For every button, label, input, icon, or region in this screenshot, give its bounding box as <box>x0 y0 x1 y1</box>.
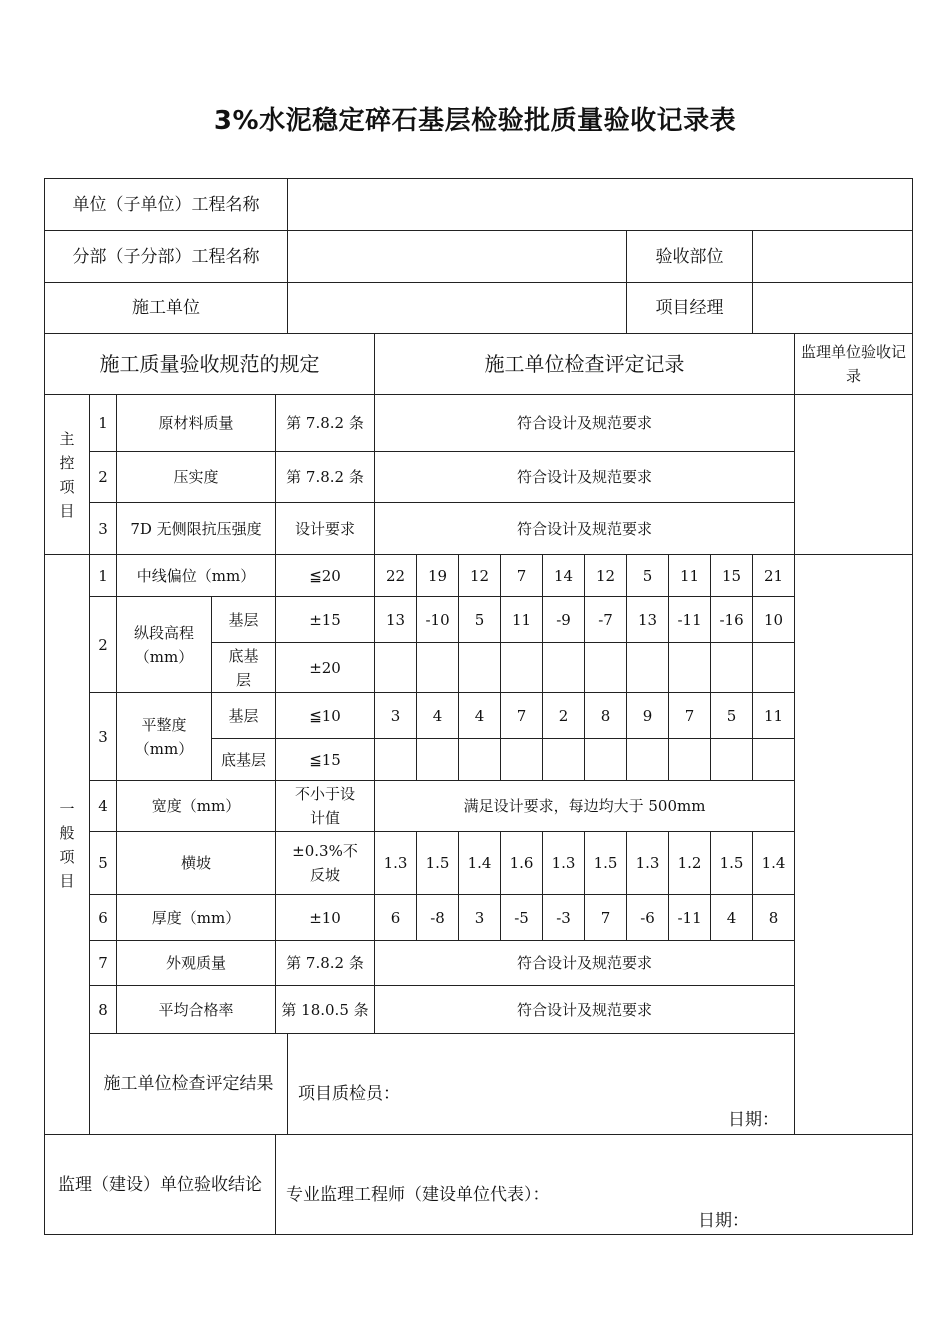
item-result: 符合设计及规范要求 <box>375 395 795 452</box>
measured-value: -11 <box>669 597 711 643</box>
measured-value: 1.3 <box>543 832 585 895</box>
measured-value-empty[interactable] <box>585 739 627 781</box>
measured-value: 4 <box>711 895 753 941</box>
inspector-label: 项目质检员： <box>298 1084 401 1104</box>
measured-value-empty[interactable] <box>753 643 795 693</box>
measured-value: 7 <box>501 555 543 597</box>
measured-value: 12 <box>585 555 627 597</box>
unit-name-field[interactable] <box>288 179 913 231</box>
measured-value: -9 <box>543 597 585 643</box>
measured-value: -16 <box>711 597 753 643</box>
supervision-conclusion-label: 监理（建设）单位验收结论 <box>45 1135 276 1235</box>
main-control-group-label: 主控项目 <box>45 395 90 555</box>
measured-value-empty[interactable] <box>501 739 543 781</box>
item-spec: 设计要求 <box>276 503 375 555</box>
measured-value: 14 <box>543 555 585 597</box>
sub-item-name: 底基层 <box>212 739 276 781</box>
measured-value: -3 <box>543 895 585 941</box>
spec-header: 施工质量验收规范的规定 <box>45 334 375 395</box>
unit-name-label: 单位（子单位）工程名称 <box>45 179 288 231</box>
row-number: 4 <box>90 781 117 832</box>
measured-value-empty[interactable] <box>543 643 585 693</box>
supervision-header: 监理单位验收记录 <box>795 334 913 395</box>
item-spec: 第 7.8.2 条 <box>276 941 375 986</box>
date-label: 日期： <box>728 1110 780 1130</box>
acceptance-part-field[interactable] <box>753 231 913 283</box>
item-spec: ±10 <box>276 895 375 941</box>
measured-value-empty[interactable] <box>711 739 753 781</box>
measured-value: 8 <box>585 693 627 739</box>
measured-value: -8 <box>417 895 459 941</box>
inspection-record-table <box>44 178 913 1235</box>
item-spec: ≦10 <box>276 693 375 739</box>
measured-value-empty[interactable] <box>417 739 459 781</box>
main-control-supervision-cell[interactable] <box>795 395 913 555</box>
row-number: 1 <box>90 555 117 597</box>
item-spec: 不小于设计值 <box>276 781 375 832</box>
measured-value-empty[interactable] <box>585 643 627 693</box>
row-number: 6 <box>90 895 117 941</box>
item-spec: 第 7.8.2 条 <box>276 395 375 452</box>
measured-value: 9 <box>627 693 669 739</box>
measured-value: 5 <box>711 693 753 739</box>
item-spec: ≦15 <box>276 739 375 781</box>
row-number: 1 <box>90 395 117 452</box>
sub-item-name: 基层 <box>212 597 276 643</box>
measured-value: 3 <box>375 693 417 739</box>
measured-value-empty[interactable] <box>627 643 669 693</box>
measured-value: 15 <box>711 555 753 597</box>
item-name: 7D 无侧限抗压强度 <box>117 503 276 555</box>
measured-value-empty[interactable] <box>753 739 795 781</box>
measured-value: 1.3 <box>627 832 669 895</box>
engineer-label: 专业监理工程师（建设单位代表）： <box>286 1185 550 1205</box>
item-name: 原材料质量 <box>117 395 276 452</box>
measured-value: 22 <box>375 555 417 597</box>
contractor-result-cell[interactable] <box>288 1034 913 1135</box>
row-number: 7 <box>90 941 117 986</box>
measured-value: 4 <box>459 693 501 739</box>
item-spec: ±15 <box>276 597 375 643</box>
item-spec: ≦20 <box>276 555 375 597</box>
item-name: 压实度 <box>117 452 276 503</box>
measured-value-empty[interactable] <box>375 739 417 781</box>
item-name: 纵段高程（mm） <box>117 597 212 693</box>
measured-value: 1.3 <box>375 832 417 895</box>
record-header: 施工单位检查评定记录 <box>375 334 795 395</box>
measured-value: 5 <box>627 555 669 597</box>
date-label: 日期： <box>698 1211 749 1231</box>
item-name: 中线偏位（mm） <box>117 555 276 597</box>
item-spec: ±0.3%不反坡 <box>276 832 375 895</box>
project-manager-field[interactable] <box>753 283 913 334</box>
measured-value: 7 <box>585 895 627 941</box>
measured-value-empty[interactable] <box>501 643 543 693</box>
measured-value: 1.2 <box>669 832 711 895</box>
measured-value: 1.5 <box>417 832 459 895</box>
item-result: 符合设计及规范要求 <box>375 503 795 555</box>
measured-value: 6 <box>375 895 417 941</box>
row-number: 2 <box>90 452 117 503</box>
measured-value: 8 <box>753 895 795 941</box>
measured-value: 11 <box>501 597 543 643</box>
item-spec: ±20 <box>276 643 375 693</box>
page-title: 3%水泥稳定碎石基层检验批质量验收记录表 <box>213 106 737 136</box>
measured-value: 12 <box>459 555 501 597</box>
row-number: 8 <box>90 986 117 1034</box>
item-spec: 第 7.8.2 条 <box>276 452 375 503</box>
measured-value: 4 <box>417 693 459 739</box>
project-manager-label: 项目经理 <box>627 283 753 334</box>
contractor-result-label: 施工单位检查评定结果 <box>90 1034 288 1135</box>
measured-value-empty[interactable] <box>375 643 417 693</box>
contractor-label: 施工单位 <box>45 283 288 334</box>
measured-value: 5 <box>459 597 501 643</box>
measured-value-empty[interactable] <box>669 739 711 781</box>
measured-value-empty[interactable] <box>627 739 669 781</box>
measured-value-empty[interactable] <box>711 643 753 693</box>
supervision-conclusion-cell[interactable] <box>276 1135 913 1235</box>
measured-value: 1.4 <box>753 832 795 895</box>
row-number: 3 <box>90 503 117 555</box>
measured-value: 10 <box>753 597 795 643</box>
item-name: 厚度（mm） <box>117 895 276 941</box>
contractor-field[interactable] <box>288 283 627 334</box>
acceptance-part-label: 验收部位 <box>627 231 753 283</box>
division-name-label: 分部（子分部）工程名称 <box>45 231 288 283</box>
measured-value: 7 <box>501 693 543 739</box>
item-spec: 第 18.0.5 条 <box>276 986 375 1034</box>
row-number: 5 <box>90 832 117 895</box>
division-name-field[interactable] <box>288 231 627 283</box>
measured-value: 19 <box>417 555 459 597</box>
item-result: 符合设计及规范要求 <box>375 452 795 503</box>
item-name: 平均合格率 <box>117 986 276 1034</box>
measured-value: 3 <box>459 895 501 941</box>
measured-value: 1.5 <box>585 832 627 895</box>
measured-value: 2 <box>543 693 585 739</box>
measured-value: -7 <box>585 597 627 643</box>
measured-value: 1.5 <box>711 832 753 895</box>
measured-value: 11 <box>669 555 711 597</box>
measured-value: 1.4 <box>459 832 501 895</box>
item-name: 宽度（mm） <box>117 781 276 832</box>
measured-value: 13 <box>627 597 669 643</box>
measured-value: 1.6 <box>501 832 543 895</box>
row-number: 2 <box>90 597 117 693</box>
measured-value: 13 <box>375 597 417 643</box>
item-result: 满足设计要求，每边均大于 500mm <box>375 781 795 832</box>
sub-item-name: 底基层 <box>212 643 276 693</box>
item-result: 符合设计及规范要求 <box>375 941 795 986</box>
item-name: 横坡 <box>117 832 276 895</box>
measured-value-empty[interactable] <box>417 643 459 693</box>
general-group-label: 一般项目 <box>45 555 90 1135</box>
measured-value: 21 <box>753 555 795 597</box>
item-name: 平整度（mm） <box>117 693 212 781</box>
measured-value: -10 <box>417 597 459 643</box>
sub-item-name: 基层 <box>212 693 276 739</box>
item-name: 外观质量 <box>117 941 276 986</box>
measured-value: -6 <box>627 895 669 941</box>
measured-value-empty[interactable] <box>543 739 585 781</box>
measured-value: -11 <box>669 895 711 941</box>
measured-value-empty[interactable] <box>459 643 501 693</box>
measured-value: -5 <box>501 895 543 941</box>
row-number: 3 <box>90 693 117 781</box>
item-result: 符合设计及规范要求 <box>375 986 795 1034</box>
measured-value-empty[interactable] <box>669 643 711 693</box>
measured-value: 7 <box>669 693 711 739</box>
measured-value: 11 <box>753 693 795 739</box>
measured-value-empty[interactable] <box>459 739 501 781</box>
